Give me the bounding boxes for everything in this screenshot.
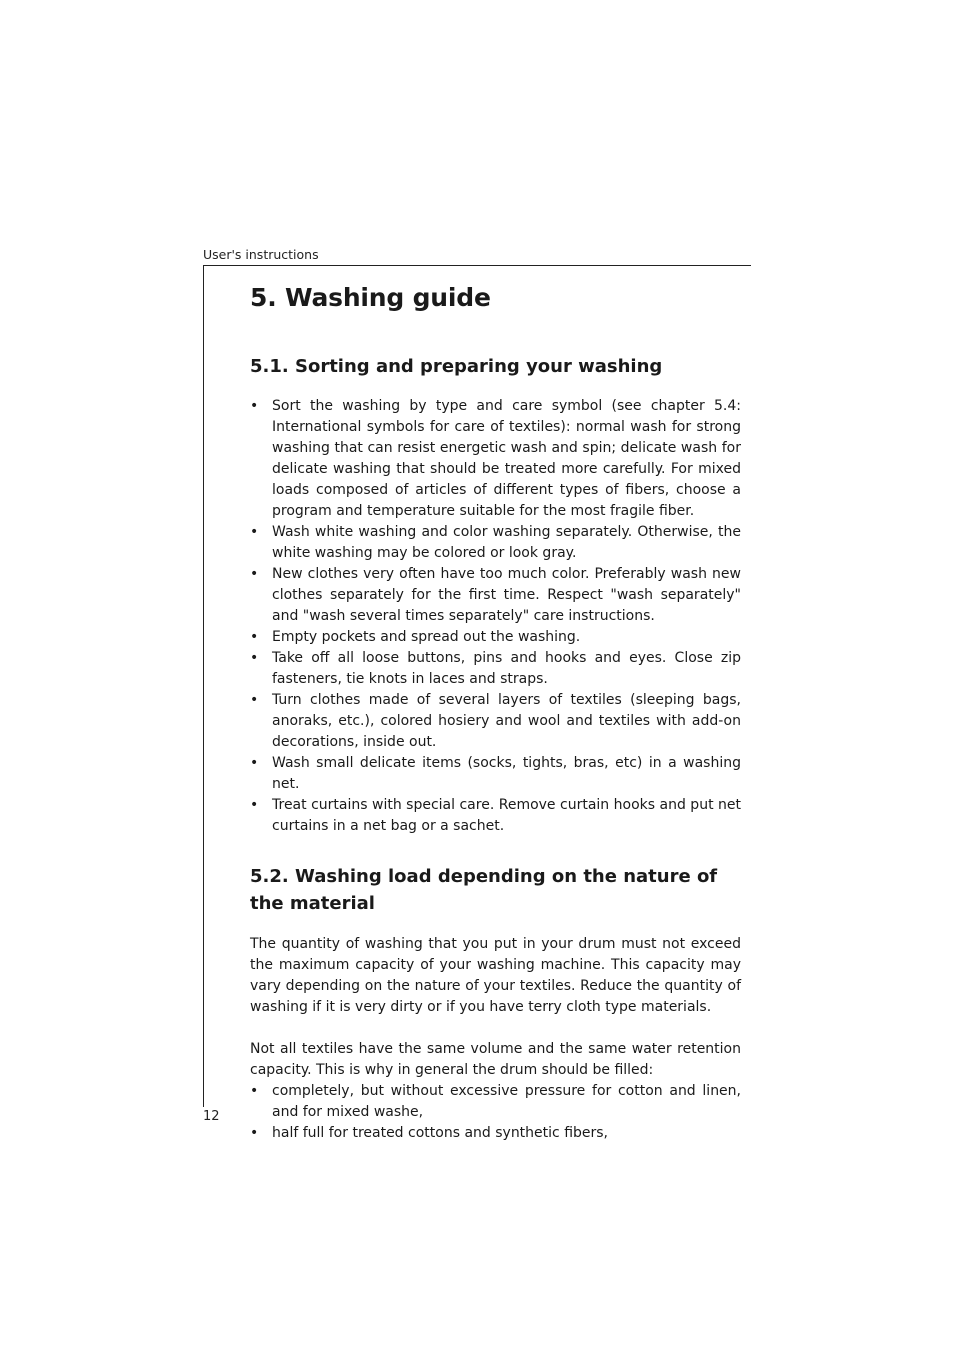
bullet-icon: • [250,629,259,645]
page-content [250,278,741,1144]
list-item [250,1081,741,1123]
list-item-text: Wash white washing and color washing separately. Otherwise, the white washing may be colored or look gray. [272,524,741,561]
list-item [250,795,741,837]
list-item-text: Treat curtains with special care. Remove curtain hooks and put net curtains in a net bag or a sachet. [272,797,741,834]
chapter-title: 5. Washing guide [250,283,491,312]
list-item-text: Wash small delicate items (socks, tights, bras, etc) in a washing net. [272,755,741,792]
bullet-icon: • [250,524,259,540]
list-item [250,1123,741,1144]
list-item-text: New clothes very often have too much color. Preferably wash new clothes separately for the first time. Respect "wash separately" and "wash several times separately" care instructions. [272,566,741,624]
list-item-text: Turn clothes made of several layers of textiles (sleeping bags, anoraks, etc.), colored hosiery and wool and textiles with add-on decorations, inside out. [272,692,741,750]
list-item-text: completely, but without excessive pressure for cotton and linen, and for mixed washe, [272,1083,741,1120]
bullet-icon: • [250,566,259,582]
header-rule [203,265,751,266]
list-item [250,396,741,522]
fill-level-list [250,1081,741,1144]
list-item [250,522,741,564]
bullet-icon: • [250,1083,259,1099]
bullet-icon: • [250,1125,259,1141]
list-item [250,648,741,690]
margin-rule [203,265,204,1107]
list-item [250,627,741,648]
sorting-list [250,396,741,837]
bullet-icon: • [250,692,259,708]
list-item-text: Empty pockets and spread out the washing. [272,629,581,645]
page-number: 12 [203,1109,220,1124]
bullet-icon: • [250,398,259,414]
list-item-text: Take off all loose buttons, pins and hooks and eyes. Close zip fasteners, tie knots in laces and straps. [272,650,741,687]
section-heading-washing-load: 5.2. Washing load depending on the nature of the material [250,866,718,914]
bullet-icon: • [250,797,259,813]
paragraph-capacity: The quantity of washing that you put in your drum must not exceed the maximum capacity of your washing machine. This capacity may vary depending on the nature of your textiles. Reduce the quantity of washing if it is very dirty or if you have terry cloth type materials. [250,936,741,1015]
list-item [250,564,741,627]
paragraph-volume: Not all textiles have the same volume and the same water retention capacity. This is why in general the drum should be filled: [250,1041,741,1078]
running-header: User's instructions [203,247,319,262]
bullet-icon: • [250,755,259,771]
section-heading-sorting: 5.1. Sorting and preparing your washing [250,356,663,377]
list-item [250,753,741,795]
list-item-text: Sort the washing by type and care symbol (see chapter 5.4: International symbols for care of textiles): normal wash for strong washing that can resist energetic wash and spin; delicate wash for delicate washing that should be treated more carefully. For mixed loads composed of articles of different types of fibers, choose a program and temperature suitable for the most fragile fiber. [272,398,741,519]
bullet-icon: • [250,650,259,666]
list-item [250,690,741,753]
list-item-text: half full for treated cottons and synthetic fibers, [272,1125,609,1141]
